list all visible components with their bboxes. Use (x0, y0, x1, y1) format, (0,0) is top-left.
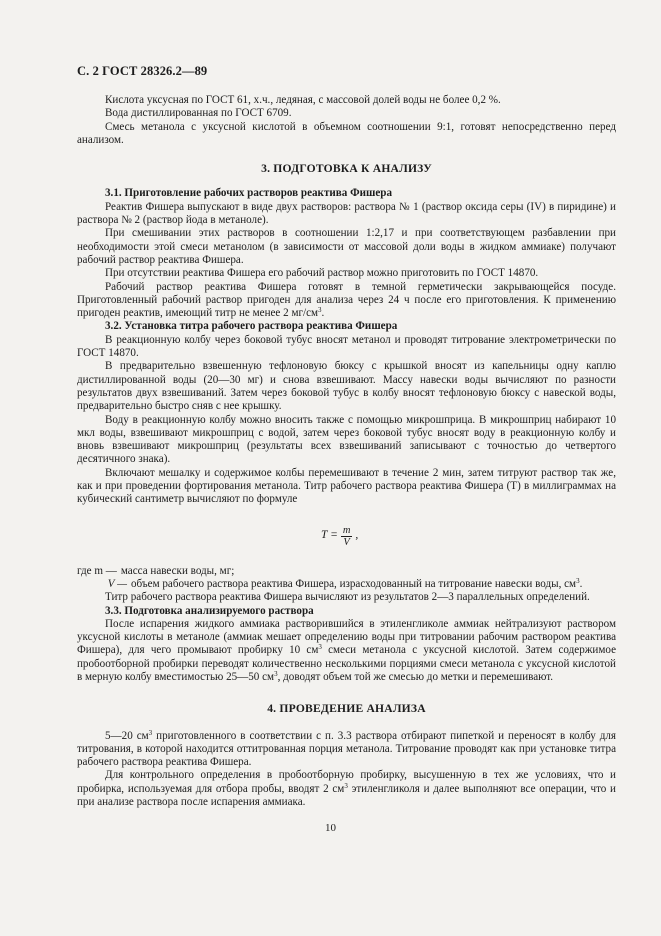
text-run: приготовленного в соответствии с п. 3.3 раствора отбирают пипеткой и переносят в колбу для титрования, в которой находится оттитрованная порция метанола. Титрование проводят как при установке титра рабочего раствора реактива Фишера. (77, 729, 617, 769)
text-run: , доводят объем той же смесью до метки и перемешивают. (277, 670, 554, 683)
formula-numerator: m (342, 524, 351, 536)
text-run: . (321, 307, 325, 320)
paragraph (77, 281, 616, 321)
legend-line-m (77, 565, 616, 578)
superscript: 3 (318, 306, 322, 315)
legend-symbol: V — (107, 577, 127, 590)
text-run: этиленгликоля и далее выполняют все операции, что и при анализе раствора после испарения аммиака. (77, 782, 616, 809)
intro-paragraph: Кислота уксусная по ГОСТ 61, х.ч., ледяная, с массовой долей воды не более 0,2 %. (105, 94, 501, 106)
paragraph (77, 618, 616, 684)
formula-lhs: T = (321, 529, 338, 542)
paragraph (77, 730, 616, 770)
legend-line-v (77, 578, 616, 591)
text-run: 5—20 см (105, 729, 149, 742)
paragraph: При отсутствии реактива Фишера его рабочий раствор можно приготовить по ГОСТ 14870. (105, 267, 539, 280)
intro-paragraph: Вода дистиллированная по ГОСТ 6709. (105, 107, 292, 120)
document-body (77, 94, 616, 809)
paragraph: В реакционную колбу через боковой тубус вносят метанол и проводят титрование электрометрически по ГОСТ 14870. (77, 333, 616, 360)
text-run: . (579, 577, 583, 590)
formula-denominator: V (343, 536, 350, 548)
text-run: Для контрольного определения в пробоотборную пробирку, высушенную в тех же условиях, что и пробирка, используемая для отбора пробы, вводят 2 см (77, 769, 616, 795)
paragraph: Воду в реакционную колбу можно вносить также с помощью микрошприца. В микрошприц набирают 10 мкл воды, взвешивают микрошприц с водой, затем через боковой тубус вносят воду в реакционную колбу и вновь взвешивают микрошприц (результаты всех взвешиваний записывают с точностью до четвертого десятичного знака). (77, 413, 616, 466)
superscript: 3 (148, 728, 153, 737)
formula-tail: , (355, 529, 359, 542)
legend-text: масса навески воды, мг; (120, 564, 235, 577)
paragraph: Титр рабочего раствора реактива Фишера вычисляют из результатов 2—3 параллельных определений. (105, 591, 590, 604)
text-run: смеси метанола с уксусной кислотой. Затем содержимое пробоотборной пробирки переводят количественно несколькими порциями смеси метанола с уксусной кислотой в мерную колбу вместимостью 25—50 см (77, 644, 616, 683)
superscript: 3 (318, 643, 322, 652)
paragraph: Реактив Фишера выпускают в виде двух растворов: раствора № 1 (раствор оксида серы (IV) в пиридине) и раствора № 2 (раствор йода в метаноле). (77, 200, 616, 227)
superscript: 3 (576, 576, 580, 585)
paragraph (77, 769, 616, 809)
superscript: 3 (344, 781, 348, 790)
text-run: Рабочий раствор реактива Фишера готовят в темной герметически закрывающейся посуде. Приготовленный рабочий раствор пригоден для анализа через 24 ч после его приготовления. К применению пригоден реактив, имеющий титр не менее 2 мг/см (77, 280, 616, 320)
subsection-3-3-title: 3.3. Подготовка анализируемого раствора (105, 604, 314, 617)
legend-text (131, 578, 616, 591)
paragraph: При смешивании этих растворов в соотношении 1:2,17 и при соответствующем разбавлении при необходимости этой смеси метанолом (в зависимости от массовой доли воды в жидком аммиаке) получают рабочий раствор реактива Фишера. (77, 227, 616, 266)
paragraph: В предварительно взвешенную тефлоновую бюксу с крышкой вносят из капельницы одну каплю дистиллированной воды (20—30 мг) и снова взвешивают. Массу навески воды вычисляют по разности результатов двух взвешиваний. Затем через боковой тубус в колбу вносят тефлоновую бюксу с навеской воды, предварительно быстро сняв с нее крышку. (77, 360, 616, 413)
page-number: 10 (325, 822, 336, 834)
superscript: 3 (274, 669, 278, 678)
section-3-title: 3. ПОДГОТОВКА К АНАЛИЗУ (261, 162, 432, 176)
page-header: С. 2 ГОСТ 28326.2—89 (77, 64, 208, 78)
subsection-3-1-title: 3.1. Приготовление рабочих растворов реактива Фишера (105, 187, 393, 200)
subsection-3-2-title: 3.2. Установка титра рабочего раствора реактива Фишера (105, 320, 398, 333)
formula-fraction (341, 525, 353, 548)
section-4-title: 4. ПРОВЕДЕНИЕ АНАЛИЗА (267, 702, 426, 716)
titer-formula (77, 521, 616, 551)
intro-paragraph: Смесь метанола с уксусной кислотой в объемном соотношении 9:1, готовят непосредственно перед анализом. (77, 120, 616, 146)
text-run: объем рабочего раствора реактива Фишера, израсходованный на титрование навески воды, см (131, 577, 577, 590)
legend-symbol: где m — (77, 564, 117, 577)
formula-legend (77, 565, 616, 592)
text-run: После испарения жидкого аммиака растворившийся в этиленгликоле аммиак нейтрализуют раствором уксусной кислоты в метаноле (аммиак мешает определению воды при титровании рабочим раствором реактива Фишера), для чего промывают пробирку 10 см (77, 617, 616, 657)
paragraph: Включают мешалку и содержимое колбы перемешивают в течение 2 мин, затем титруют раствор так же, как и при проведении фортирования метанола. Титр рабочего раствора реактива Фишера (T) в миллиграммах на кубический сантиметр вычисляют по формуле (77, 466, 616, 506)
